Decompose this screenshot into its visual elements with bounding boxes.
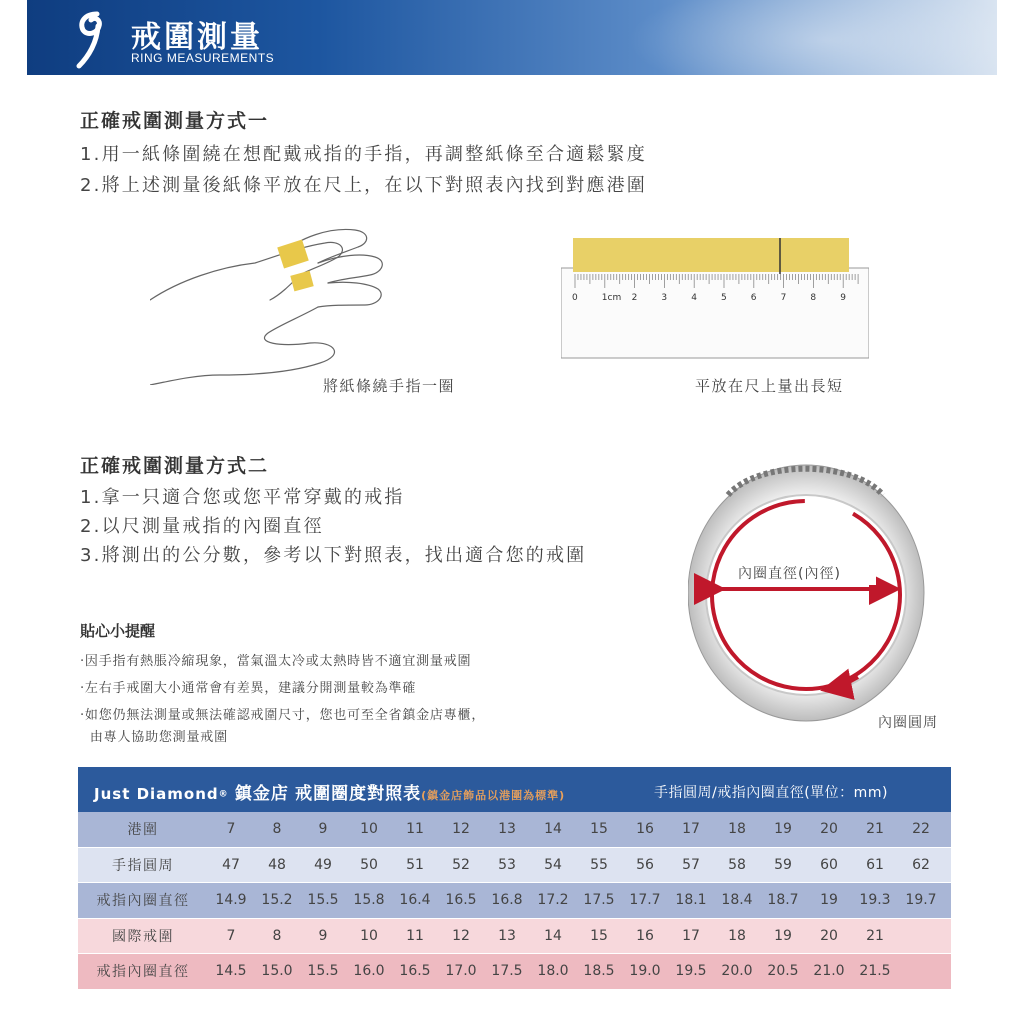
row-label: 國際戒圍 [112,928,174,945]
table-unit: 手指圓周/戒指內圈直徑(單位：mm) [654,785,888,801]
table-cell: 13 [498,927,516,944]
table-cell: 19.7 [905,892,937,909]
table-cell: 54 [544,856,562,873]
ruler-label: 3 [661,293,668,303]
ruler-label: 1cm [601,293,622,303]
table-cell: 20 [820,927,838,944]
table-cell: 17.7 [629,892,661,909]
table-cell: 21 [866,821,884,838]
page-title: 戒圍測量 [131,20,263,55]
table-cell: 10 [360,821,378,838]
table-cell: 19 [774,927,792,944]
table-cell: 17.2 [537,892,569,909]
table-cell: 16.0 [353,963,385,980]
table-cell: 49 [314,856,332,873]
table-cell: 50 [360,856,378,873]
method1-step-1: 1.用一紙條圍繞在想配戴戒指的手指，再調整紙條至合適鬆緊度 [80,144,647,165]
ruler-label: 2 [631,293,638,303]
table-cell: 18 [728,821,746,838]
tip-item-3: ‧如您仍無法測量或無法確認戒圍尺寸，您也可至全省鎮金店專櫃， [80,708,486,723]
ruler-label: 5 [721,293,727,303]
table-cell: 47 [222,856,240,873]
store-name: 鎮金店 [234,784,289,804]
table-cell: 55 [590,856,608,873]
caption-hand: 將紙條繞手指一圈 [323,377,456,395]
table-cell: 8 [272,821,282,838]
inner-diameter-label: 內圈直徑(內徑) [738,566,841,582]
table-cell: 17.5 [491,963,523,980]
header-banner [27,0,997,75]
table-cell: 7 [226,927,236,944]
inner-circumference-label: 內圈圓周 [878,715,938,731]
ruler-label: 7 [780,293,787,303]
table-cell: 60 [820,856,838,873]
table-cell: 18.5 [583,963,615,980]
table-row [78,883,951,919]
table-note: (鎮金店飾品以港圍為標準) [421,789,566,802]
table-cell: 17 [682,821,700,838]
table-cell: 15 [590,927,608,944]
table-cell: 21 [866,927,884,944]
table-cell: 15.2 [261,892,293,909]
table-row [78,812,951,848]
table-cell: 9 [318,821,328,838]
table-cell: 14 [544,927,562,944]
method2-step-2: 2.以尺測量戒指的內圈直徑 [80,516,324,537]
table-cell: 18.7 [767,892,799,909]
table-cell: 52 [452,856,470,873]
table-cell: 17.5 [583,892,615,909]
table-cell: 11 [406,927,424,944]
registered-mark: ® [218,789,229,800]
table-cell: 11 [406,821,424,838]
table-cell: 18.0 [537,963,569,980]
tip-item-2: ‧左右手戒圍大小通常會有差異，建議分開測量較為準確 [80,681,417,696]
table-cell: 19 [774,821,792,838]
table-cell: 7 [226,821,236,838]
table-cell [898,928,944,944]
table-cell: 20.0 [721,963,753,980]
brand-name: Just Diamond [94,785,219,803]
table-body [78,812,951,990]
table-cell: 19 [820,892,838,909]
table-cell: 19.3 [859,892,891,909]
table-cell: 15.5 [307,892,339,909]
table-cell: 15.8 [353,892,385,909]
tips-title: 貼心小提醒 [80,622,156,640]
table-cell: 14.9 [215,892,247,909]
table-row [78,954,951,990]
table-cell: 16 [636,927,654,944]
table-cell [898,963,944,979]
table-cell: 18.1 [675,892,707,909]
table-cell: 14 [544,821,562,838]
table-cell: 21.0 [813,963,845,980]
table-cell: 22 [912,821,930,838]
row-label: 手指圓周 [112,857,174,874]
table-cell: 8 [272,927,282,944]
ruler-label: 0 [572,293,578,303]
table-cell: 53 [498,856,516,873]
ruler-label: 6 [750,293,757,303]
ruler-illustration [561,238,869,360]
table-row [78,919,951,955]
table-cell: 14.5 [215,963,247,980]
ring-illustration [688,455,958,730]
ruler-label: 8 [810,293,817,303]
tip-item-4: 由專人協助您測量戒圍 [80,730,228,745]
ruler-label: 9 [840,293,846,303]
brand-swirl-icon [71,8,111,70]
table-cell: 21.5 [859,963,891,980]
row-label: 戒指內圈直徑 [96,964,190,981]
table-cell: 12 [452,927,470,944]
table-cell: 19.5 [675,963,707,980]
method2-step-1: 1.拿一只適合您或您平常穿戴的戒指 [80,487,405,508]
table-cell: 62 [912,856,930,873]
page-subtitle: RING MEASUREMENTS [131,51,275,65]
method2-step-3: 3.將測出的公分數，參考以下對照表，找出適合您的戒圍 [80,545,587,566]
caption-ruler: 平放在尺上量出長短 [695,377,844,395]
table-cell: 59 [774,856,792,873]
table-cell: 17 [682,927,700,944]
table-cell: 15.0 [261,963,293,980]
row-label: 戒指內圈直徑 [96,893,190,910]
table-cell: 15 [590,821,608,838]
table-cell: 56 [636,856,654,873]
table-cell: 16 [636,821,654,838]
table-cell: 48 [268,856,286,873]
table-cell: 9 [318,927,328,944]
method1-step-2: 2.將上述測量後紙條平放在尺上，在以下對照表內找到對應港圍 [80,175,647,196]
table-cell: 16.8 [491,892,523,909]
table-name: 戒圍圈度對照表 [295,784,422,804]
table-title [94,779,565,804]
table-cell: 18.4 [721,892,753,909]
table-cell: 61 [866,856,884,873]
table-row [78,848,951,884]
table-cell: 20.5 [767,963,799,980]
table-cell: 51 [406,856,424,873]
table-cell: 57 [682,856,700,873]
banner-glow [627,0,997,75]
table-cell: 58 [728,856,746,873]
tip-item-1: ‧因手指有熱脹冷縮現象，當氣溫太冷或太熱時皆不適宜測量戒圍 [80,654,472,669]
table-cell: 17.0 [445,963,477,980]
table-cell: 16.5 [399,963,431,980]
ruler-label: 4 [691,293,697,303]
method1-title: 正確戒圍測量方式一 [80,110,270,132]
table-cell: 15.5 [307,963,339,980]
row-label: 港圍 [127,822,159,839]
table-header [78,767,951,812]
table-cell: 12 [452,821,470,838]
table-cell: 16.5 [445,892,477,909]
table-cell: 18 [728,927,746,944]
table-cell: 13 [498,821,516,838]
table-cell: 19.0 [629,963,661,980]
table-cell: 20 [820,821,838,838]
method2-title: 正確戒圍測量方式二 [80,455,270,477]
hand-illustration [150,225,395,385]
size-table [78,767,951,990]
table-cell: 10 [360,927,378,944]
table-cell: 16.4 [399,892,431,909]
